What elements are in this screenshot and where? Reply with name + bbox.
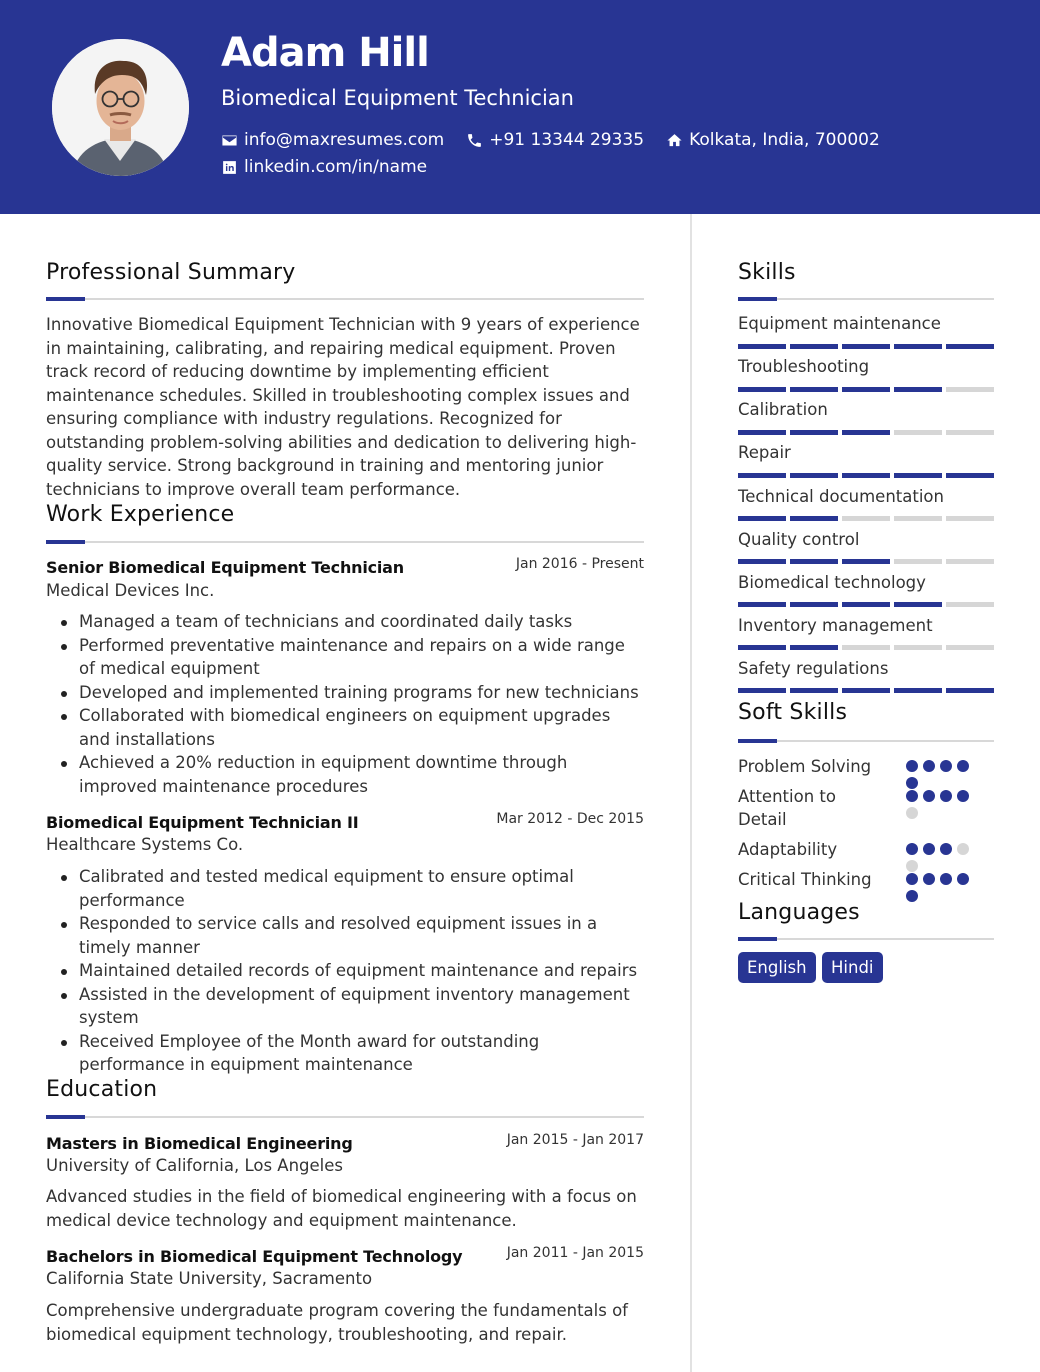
skill-name: Biomedical technology xyxy=(738,573,926,592)
soft-skill-dots xyxy=(906,760,982,789)
skill-level-segment xyxy=(790,688,838,693)
skill-level-segment xyxy=(738,473,786,478)
skill-level-segment xyxy=(894,430,942,435)
skill-level-bar xyxy=(738,559,994,564)
skill-level-segment xyxy=(738,559,786,564)
skill-level-segment xyxy=(842,645,890,650)
location-text: Kolkata, India, 700002 xyxy=(689,130,880,150)
soft-skill-dot xyxy=(957,843,969,855)
skill-level-segment xyxy=(738,688,786,693)
skill-level-segment xyxy=(790,516,838,521)
job-date: Jan 2016 - Present xyxy=(515,556,644,572)
soft-skill-dot xyxy=(923,873,935,885)
skill-level-segment xyxy=(738,387,786,392)
soft-skill-dots xyxy=(906,790,982,819)
skill-level-segment xyxy=(946,559,994,564)
soft-skill-dot xyxy=(906,777,918,789)
linkedin-text: linkedin.com/in/name xyxy=(244,157,428,177)
skill-level-segment xyxy=(842,559,890,564)
contact-linkedin[interactable] xyxy=(221,157,427,177)
profile-photo-image xyxy=(52,39,189,176)
soft-skill-dot xyxy=(940,843,952,855)
skill-level-bar xyxy=(738,344,994,349)
list-item: Calibrated and tested medical equipment to ensure optimal performance xyxy=(46,865,646,912)
degree-description: Comprehensive undergraduate program covering the fundamentals of biomedical equipment technology, troubleshooting, and repair. xyxy=(46,1301,628,1344)
skill-level-segment xyxy=(842,344,890,349)
skill-level-segment xyxy=(738,516,786,521)
skill-level-segment xyxy=(894,602,942,607)
skill-level-segment xyxy=(842,430,890,435)
skill-level-segment xyxy=(894,688,942,693)
section-rule xyxy=(738,298,994,300)
job-title: Biomedical Equipment Technician II xyxy=(46,813,359,832)
degree-title: Masters in Biomedical Engineering xyxy=(46,1134,353,1153)
section-rule xyxy=(46,298,644,300)
skill-level-segment xyxy=(894,473,942,478)
skills-heading: Skills xyxy=(738,260,796,285)
soft-skill-dot xyxy=(940,760,952,772)
experience-heading: Work Experience xyxy=(46,502,235,527)
section-rule xyxy=(46,541,644,543)
soft-skill-dot xyxy=(906,790,918,802)
school-name: University of California, Los Angeles xyxy=(46,1156,344,1175)
soft-skill-dot xyxy=(940,790,952,802)
skill-name: Troubleshooting xyxy=(738,357,870,376)
degree-date: Jan 2011 - Jan 2015 xyxy=(506,1245,644,1261)
skill-name: Calibration xyxy=(738,400,828,419)
skill-level-bar xyxy=(738,430,994,435)
soft-skill-dot xyxy=(957,760,969,772)
skill-level-segment xyxy=(946,645,994,650)
soft-skill-dot xyxy=(906,860,918,872)
contact-row xyxy=(221,157,449,177)
section-rule xyxy=(46,1116,644,1118)
language-badge: Hindi xyxy=(822,952,883,983)
skill-level-segment xyxy=(894,645,942,650)
skill-level-bar xyxy=(738,645,994,650)
skill-level-segment xyxy=(946,430,994,435)
soft-skill-dot xyxy=(923,790,935,802)
list-item: Collaborated with biomedical engineers on equipment upgrades and installations xyxy=(46,704,646,751)
skill-level-bar xyxy=(738,473,994,478)
home-icon xyxy=(666,132,683,149)
candidate-title: Biomedical Equipment Technician xyxy=(221,86,574,110)
school-name: California State University, Sacramento xyxy=(46,1269,373,1288)
skill-level-bar xyxy=(738,688,994,693)
list-item: Assisted in the development of equipment inventory management system xyxy=(46,983,646,1030)
skill-level-segment xyxy=(894,516,942,521)
soft-skill-dot xyxy=(906,843,918,855)
skill-level-segment xyxy=(894,387,942,392)
skill-level-segment xyxy=(946,516,994,521)
job-title: Senior Biomedical Equipment Technician xyxy=(46,558,404,577)
list-item: Developed and implemented training programs for new technicians xyxy=(46,681,646,705)
phone-text: +91 13344 29335 xyxy=(489,130,645,150)
skill-level-segment xyxy=(790,473,838,478)
degree-date: Jan 2015 - Jan 2017 xyxy=(506,1132,644,1148)
soft-skill-dot xyxy=(906,873,918,885)
skill-level-segment xyxy=(842,688,890,693)
profile-photo xyxy=(52,39,189,176)
skill-level-segment xyxy=(946,602,994,607)
skill-level-segment xyxy=(894,344,942,349)
skill-name: Repair xyxy=(738,443,791,462)
soft-skill-dots xyxy=(906,873,982,902)
linkedin-icon xyxy=(221,159,238,176)
skill-name: Quality control xyxy=(738,530,860,549)
skill-level-segment xyxy=(790,344,838,349)
skill-level-segment xyxy=(790,387,838,392)
summary-heading: Professional Summary xyxy=(46,260,296,285)
contact-row xyxy=(221,130,902,150)
skill-level-segment xyxy=(738,602,786,607)
soft-skill-dot xyxy=(923,760,935,772)
skill-level-segment xyxy=(790,602,838,607)
contact-location xyxy=(666,130,880,150)
degree-title: Bachelors in Biomedical Equipment Technology xyxy=(46,1247,463,1266)
skill-level-segment xyxy=(738,645,786,650)
job-org: Healthcare Systems Co. xyxy=(46,835,244,854)
soft-skill-dot xyxy=(957,873,969,885)
list-item: Maintained detailed records of equipment maintenance and repairs xyxy=(46,959,646,983)
skill-level-segment xyxy=(842,602,890,607)
contact-email[interactable] xyxy=(221,130,444,150)
skill-name: Equipment maintenance xyxy=(738,314,941,333)
soft-skill-name: Adaptability xyxy=(738,840,838,859)
section-rule xyxy=(738,740,994,742)
skill-name: Inventory management xyxy=(738,616,933,635)
language-badge: English xyxy=(738,952,816,983)
summary-text: Innovative Biomedical Equipment Technician with 9 years of experience in maintaining, calibrating, and repairing medical equipment. Proven track record of reducing downtime by implementing efficient maintenance schedules. Skilled in troubleshooting complex issues and ensuring compliance with industry regulations. Recognized for outstanding problem-solving abilities and dedication to delivering high-quality service. Strong background in training and mentoring junior technicians to improve overall team performance. xyxy=(46,315,640,499)
skill-level-segment xyxy=(790,559,838,564)
skill-level-bar xyxy=(738,602,994,607)
skill-level-segment xyxy=(738,344,786,349)
soft-skill-dot xyxy=(940,873,952,885)
education-heading: Education xyxy=(46,1077,158,1102)
skill-level-segment xyxy=(842,473,890,478)
skill-level-bar xyxy=(738,387,994,392)
soft-skill-dot xyxy=(906,890,918,902)
section-rule xyxy=(738,938,994,940)
soft-skill-dot xyxy=(906,807,918,819)
soft-skill-dots xyxy=(906,843,982,872)
skill-level-segment xyxy=(946,387,994,392)
email-text: info@maxresumes.com xyxy=(244,130,445,150)
skill-level-segment xyxy=(842,516,890,521)
skill-level-segment xyxy=(842,387,890,392)
skill-level-segment xyxy=(790,645,838,650)
contact-phone[interactable] xyxy=(466,130,644,150)
list-item: Responded to service calls and resolved equipment issues in a timely manner xyxy=(46,912,646,959)
skill-level-bar xyxy=(738,516,994,521)
soft-skill-dot xyxy=(906,760,918,772)
degree-description: Advanced studies in the field of biomedical engineering with a focus on medical device technology and equipment maintenance. xyxy=(46,1187,637,1230)
skill-level-segment xyxy=(738,430,786,435)
skill-level-segment xyxy=(894,559,942,564)
soft-skills-heading: Soft Skills xyxy=(738,700,848,725)
job-bullets xyxy=(46,610,646,798)
skill-level-segment xyxy=(946,344,994,349)
skill-name: Safety regulations xyxy=(738,659,889,678)
job-date: Mar 2012 - Dec 2015 xyxy=(496,811,644,827)
soft-skill-name: Attention to Detail xyxy=(738,787,836,829)
soft-skill-name: Problem Solving xyxy=(738,757,872,776)
column-divider xyxy=(690,214,692,1372)
soft-skill-dot xyxy=(923,843,935,855)
soft-skill-name: Critical Thinking xyxy=(738,870,872,889)
job-org: Medical Devices Inc. xyxy=(46,581,215,600)
list-item: Performed preventative maintenance and repairs on a wide range of medical equipment xyxy=(46,634,646,681)
list-item: Managed a team of technicians and coordinated daily tasks xyxy=(46,610,646,634)
languages-heading: Languages xyxy=(738,900,860,925)
skill-level-segment xyxy=(946,473,994,478)
skill-level-segment xyxy=(790,430,838,435)
skill-name: Technical documentation xyxy=(738,487,944,506)
job-bullets xyxy=(46,865,646,1077)
soft-skill-dot xyxy=(957,790,969,802)
skill-level-segment xyxy=(946,688,994,693)
resume-header xyxy=(0,0,1040,214)
candidate-name: Adam Hill xyxy=(221,30,429,76)
envelope-icon xyxy=(221,132,238,149)
list-item: Received Employee of the Month award for outstanding performance in equipment maintenance xyxy=(46,1030,646,1077)
list-item: Achieved a 20% reduction in equipment downtime through improved maintenance procedures xyxy=(46,751,646,798)
phone-icon xyxy=(466,132,483,149)
